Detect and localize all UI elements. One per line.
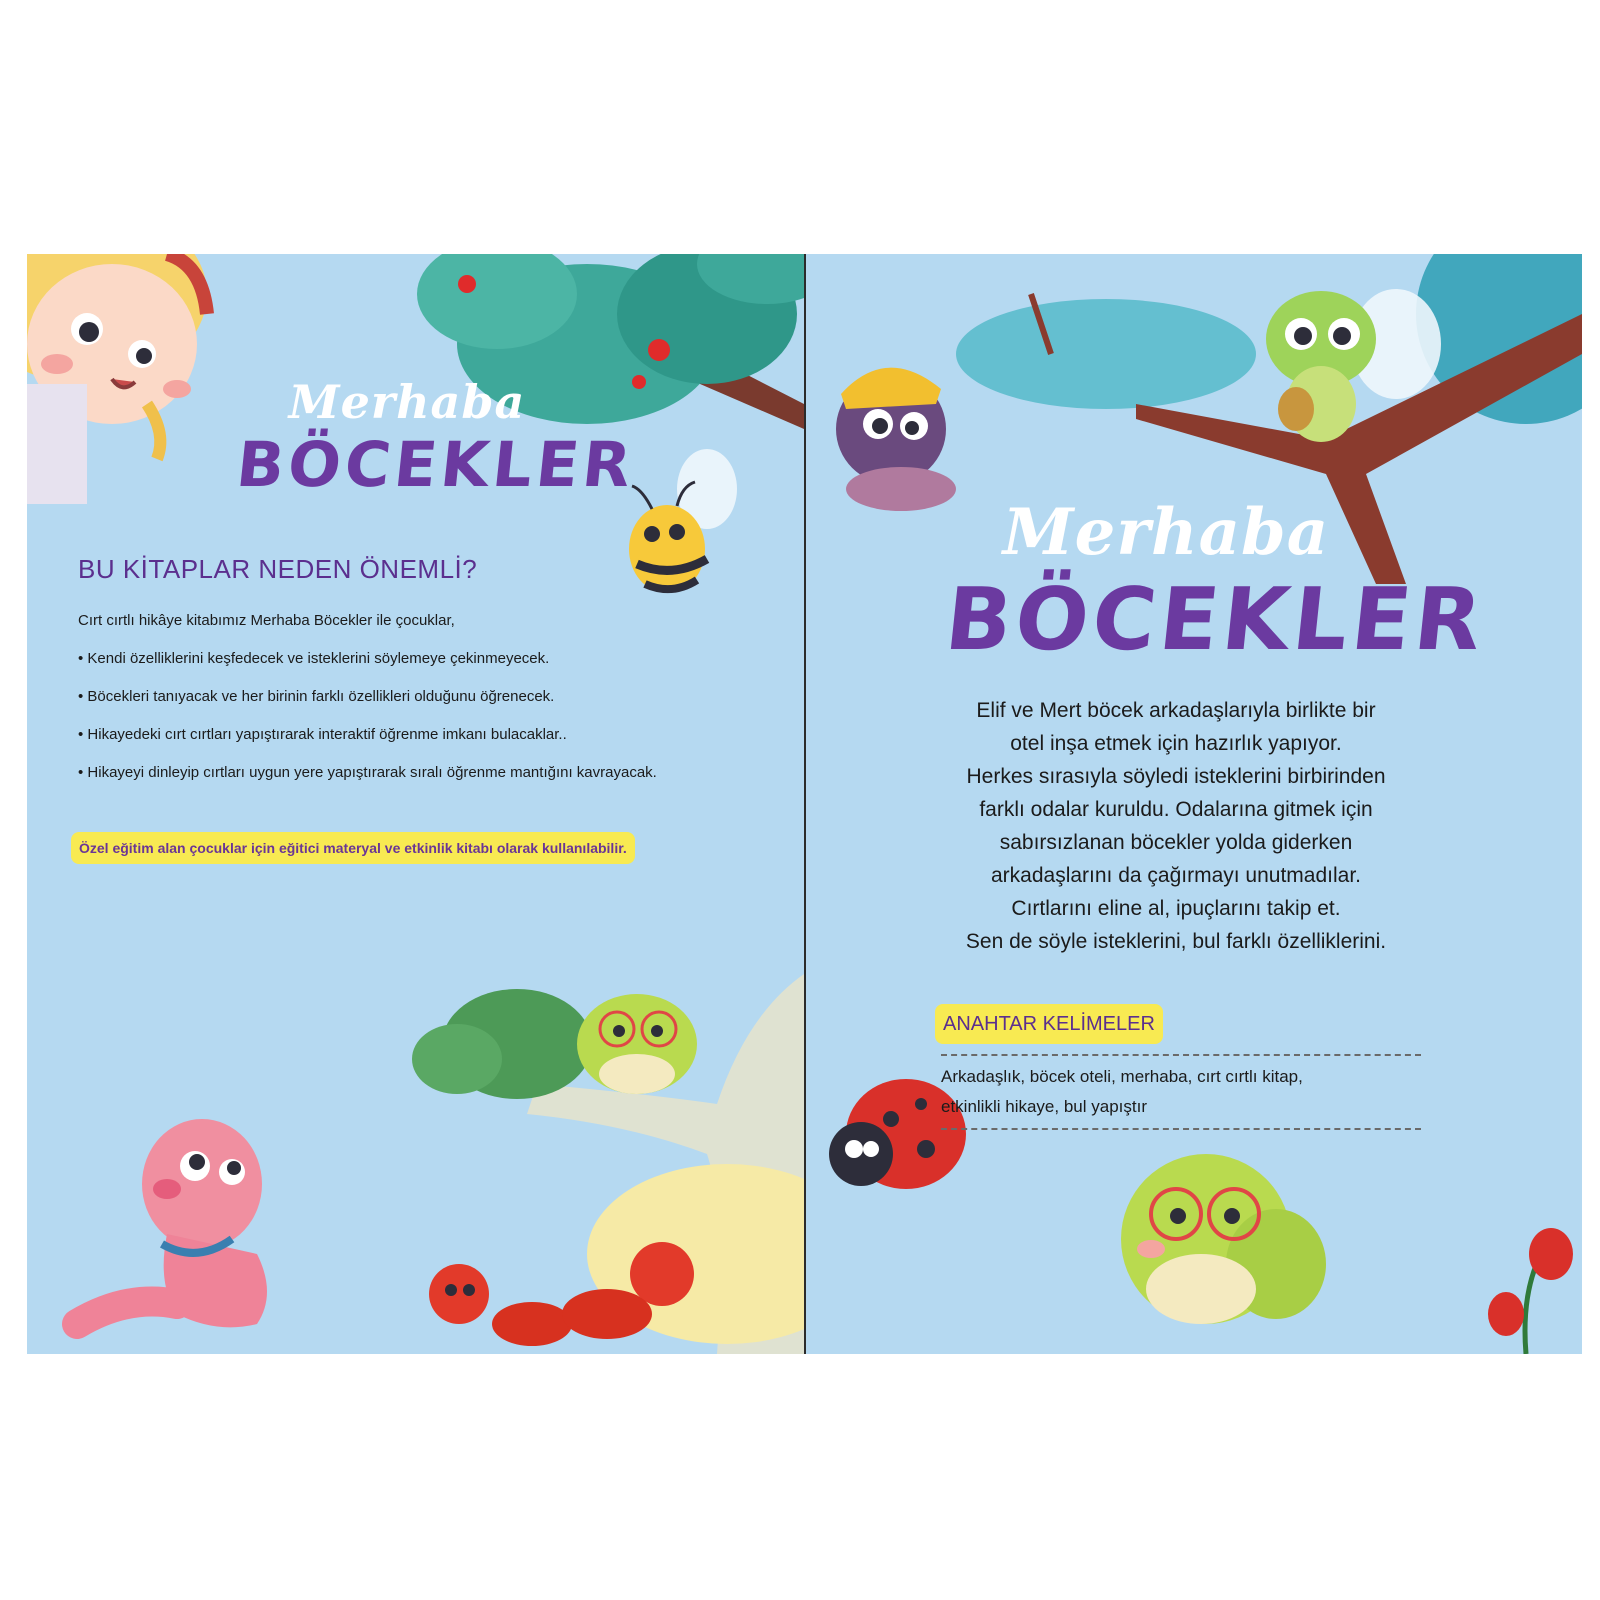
bullet-item: • Böcekleri tanıyacak ve her birinin farklı özellikleri olduğunu öğrenecek. [78, 688, 555, 705]
story-line: Elif ve Mert böcek arkadaşlarıyla birlikte bir [976, 699, 1376, 722]
worm-character-icon [77, 1119, 267, 1327]
highlight-note: Özel eğitim alan çocuklar için eğitici materyal ve etkinlik kitabı olarak kullanılabilir. [71, 832, 635, 864]
story-line: farklı odalar kuruldu. Odalarına gitmek için [979, 798, 1373, 821]
keywords-title: ANAHTAR KELİMELER [935, 1004, 1163, 1044]
caterpillar-character-icon [577, 994, 697, 1094]
dashed-divider [941, 1128, 1421, 1130]
dashed-divider [941, 1054, 1421, 1056]
caterpillar-character-icon [1121, 1154, 1326, 1324]
keywords-list [941, 1062, 1421, 1122]
logo-caps-text: BÖCEKLER [233, 428, 639, 501]
right-page [806, 254, 1582, 1354]
tulip-flowers-icon [1488, 1228, 1573, 1354]
keywords-line: etkinlikli hikaye, bul yapıştır [941, 1097, 1147, 1116]
story-line: Cırtlarını eline al, ipuçlarını takip et. [1011, 897, 1341, 920]
bullet-item: • Hikayedeki cırt cırtları yapıştırarak interaktif öğrenme imkanı bulacaklar.. [78, 726, 567, 743]
left-page [27, 254, 804, 1354]
story-line: sabırsızlanan böcekler yolda giderken [999, 831, 1353, 854]
logo-caps-text: BÖCEKLER [940, 570, 1491, 670]
story-line: arkadaşlarını da çağırmayı unutmadılar. [990, 864, 1362, 887]
bullet-item: • Kendi özelliklerini keşfedecek ve isteklerini söylemeye çekinmeyecek. [78, 650, 550, 667]
keywords-line: Arkadaşlık, böcek oteli, merhaba, cırt cırtlı kitap, [941, 1067, 1303, 1086]
bee-character-icon [629, 449, 737, 593]
book-spread [27, 254, 1582, 1354]
bullet-item: • Hikayeyi dinleyip cırtları uygun yere yapıştırarak sıralı öğrenme mantığını kavrayacak. [78, 764, 657, 781]
intro-text: Cırt cırtlı hikâye kitabımız Merhaba Böcekler ile çocuklar, [78, 612, 455, 629]
section-heading: BU KİTAPLAR NEDEN ÖNEMLİ? [78, 554, 478, 584]
story-paragraph [916, 694, 1436, 958]
story-line: Herkes sırasıyla söyledi isteklerini birbirinden [966, 765, 1386, 788]
story-line: Sen de söyle isteklerini, bul farklı özelliklerini. [965, 930, 1387, 953]
beetle-character-icon [836, 368, 956, 511]
girl-character-icon [27, 254, 207, 504]
right-title-logo [940, 494, 1491, 670]
logo-script-text: Merhaba [1002, 495, 1330, 570]
left-title-logo [233, 374, 639, 501]
story-line: otel inşa etmek için hazırlık yapıyor. [1010, 732, 1342, 755]
logo-script-text: Merhaba [288, 375, 526, 429]
